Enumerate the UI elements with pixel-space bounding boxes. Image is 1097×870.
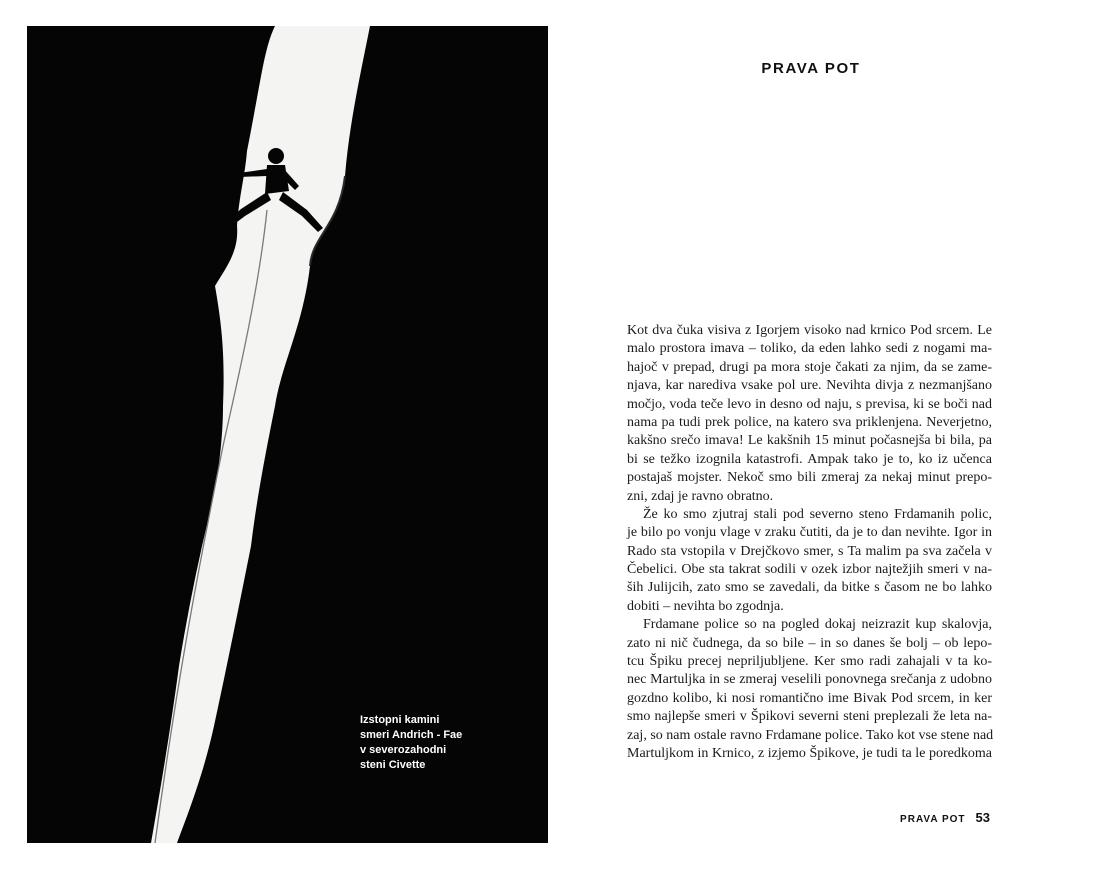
paragraph: [627, 322, 992, 506]
text-line: njava, kar narediva vsake pol ure. Nevihta divja z nezmanjšano: [627, 378, 992, 394]
text-line: Že ko smo zjutraj stali pod severno steno Frdamanih polic,: [643, 506, 992, 522]
text-line: ših Julijcih, zato smo se zavedali, da bitke s časom ne bo lahko: [627, 580, 992, 596]
page-footer: [880, 809, 990, 827]
caption-line: Izstopni kamini: [360, 714, 440, 726]
body-text: [627, 322, 992, 763]
text-line: Čebelici. Obe sta takrat sodili v ozek izbor najtežjih smeri v na-: [627, 562, 992, 578]
text-line: zaj, so nam ostale ravno Frdamane police. Tako kot vse stene nad: [627, 727, 994, 743]
caption-line: v severozahodni: [360, 744, 447, 756]
text-line: postajaš mojster. Nekoč smo bili zmeraj za nekaj minut prepo-: [627, 470, 992, 486]
text-line: močjo, voda teče levo in desno od naju, s previsa, ki se boči nad: [627, 396, 992, 412]
text-line: hajoč v prepad, drugi pa mora stoje čakati za njim, da se zame-: [627, 359, 992, 375]
text-line: bi se težko izognila katastrofi. Ampak tako je to, ko iz učenca: [627, 451, 992, 467]
text-line: gozdno kolibo, ki nosi romantično ime Bivak Pod srcem, in ker: [627, 690, 992, 706]
climbing-photo: [27, 26, 548, 843]
text-line: malo prostora imava – toliko, da eden lahko sedi z nogami ma-: [627, 341, 992, 357]
text-line: Martuljkom in Krnico, z izjemo Špikove, je tudi ta le poredkoma: [627, 745, 992, 761]
text-line: Kot dva čuka visiva z Igorjem visoko nad krnico Pod srcem. Le: [627, 323, 992, 338]
text-line: kakšno srečo imava! Le kakšnih 15 minut počasnejša bi bila, pa: [627, 433, 992, 449]
page-number: 53: [975, 810, 990, 825]
sky-gap: [151, 26, 370, 843]
paragraph: [627, 616, 992, 763]
text-line: je bilo po vonju vlage v zraku čutiti, da je to dan nevihte. Igor in: [627, 525, 992, 541]
caption-line: smeri Andrich - Fae: [360, 729, 463, 741]
text-line: zni, zdaj je ravno obratno.: [627, 488, 774, 504]
text-line: smo najlepše smeri v Špikovi severni steni preplezali že leta na-: [627, 709, 992, 725]
text-line: Frdamane police so na pogled dokaj neizrazit kup skalovja,: [643, 617, 992, 633]
text-line: Rado sta vstopila v Drejčkovo smer, s Ta malim pa sva začela v: [627, 543, 992, 559]
text-line: tcu Špiku precej nepriljubljene. Ker smo radi zahajali v ta ko-: [627, 654, 992, 670]
text-line: dobiti – nevihta bo zgodnja.: [627, 598, 784, 614]
caption-line: steni Civette: [360, 759, 426, 771]
chapter-title: PRAVA POT: [761, 60, 861, 77]
photo-caption: [360, 713, 500, 773]
paragraph: [627, 506, 992, 616]
text-line: nama pa tudi prek police, na katero sva priklenjena. Neverjetno,: [627, 414, 992, 430]
text-line: zato ni nič čudnega, da so bile – in so danes še bolj – ob lepo-: [627, 635, 992, 651]
text-line: nec Martuljka in se zmeraj veselili ponovnega srečanja z udobno: [627, 672, 992, 688]
running-head: PRAVA POT: [900, 814, 966, 825]
